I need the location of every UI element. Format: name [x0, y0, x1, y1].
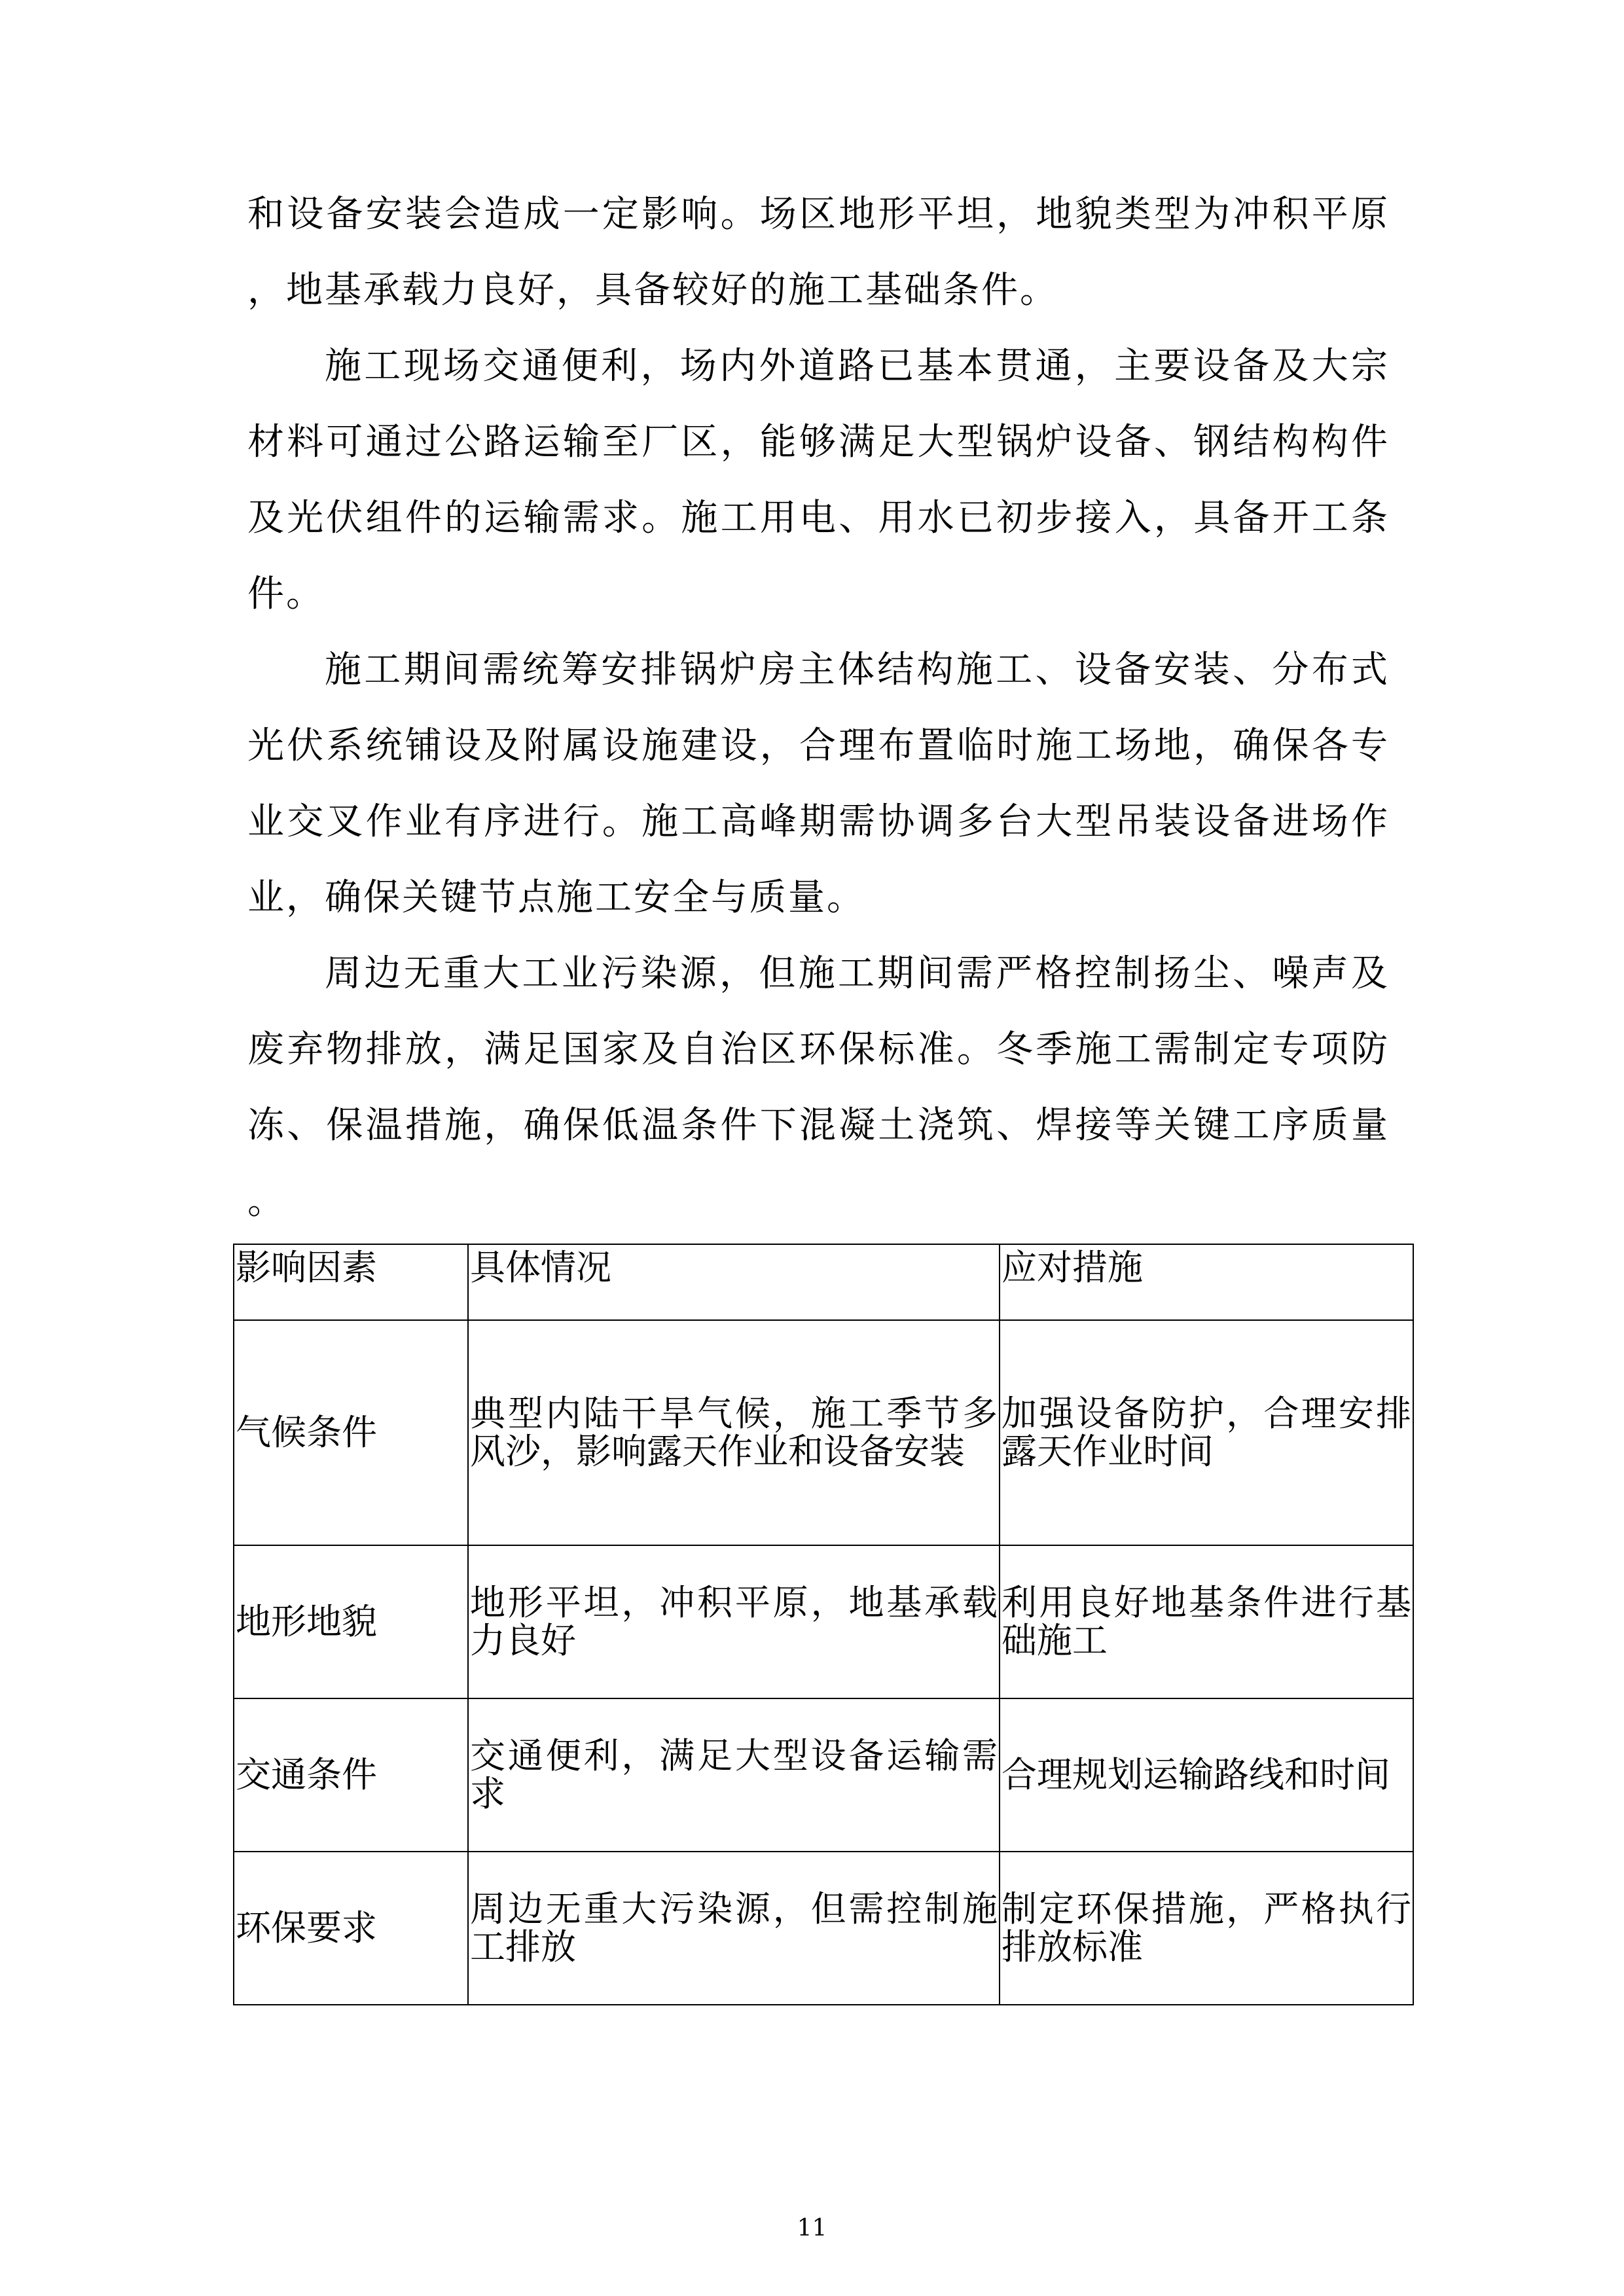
cell-situation: 地形平坦，冲积平原，地基承载力良好	[468, 1545, 1000, 1698]
header-situation: 具体情况	[468, 1244, 1000, 1320]
table-row	[234, 1852, 1413, 2005]
header-factor: 影响因素	[234, 1244, 468, 1320]
cell-factor: 环保要求	[234, 1852, 468, 2005]
cell-situation: 周边无重大污染源，但需控制施工排放	[468, 1852, 1000, 2005]
table-row	[234, 1320, 1413, 1545]
header-measures: 应对措施	[1000, 1244, 1413, 1320]
cell-measures: 利用良好地基条件进行基础施工	[1000, 1545, 1413, 1698]
impact-factors-table	[233, 1244, 1414, 2005]
body-text	[247, 177, 1390, 1240]
cell-factor: 地形地貌	[234, 1545, 468, 1698]
cell-measures: 制定环保措施，严格执行排放标准	[1000, 1852, 1413, 2005]
table-row	[234, 1698, 1413, 1852]
paragraph-4: 周边无重大工业污染源，但施工期间需严格控制扬尘、噪声及废弃物排放，满足国家及自治区环保标准。冬季施工需制定专项防冻、保温措施，确保低温条件下混凝土浇筑、焊接等关键工序质量。	[247, 952, 1390, 1223]
paragraph-1: 和设备安装会造成一定影响。场区地形平坦，地貌类型为冲积平原，地基承载力良好，具备较好的施工基础条件。	[247, 193, 1390, 312]
page-number: 11	[797, 2215, 827, 2242]
cell-factor: 气候条件	[234, 1320, 468, 1545]
cell-situation: 典型内陆干旱气候，施工季节多风沙，影响露天作业和设备安装	[468, 1320, 1000, 1545]
paragraph-2: 施工现场交通便利，场内外道路已基本贯通，主要设备及大宗材料可通过公路运输至厂区，能够满足大型锅炉设备、钢结构构件及光伏组件的运输需求。施工用电、用水已初步接入，具备开工条件。	[247, 345, 1390, 615]
cell-factor: 交通条件	[234, 1698, 468, 1852]
table-row	[234, 1545, 1413, 1698]
cell-situation: 交通便利，满足大型设备运输需求	[468, 1698, 1000, 1852]
paragraph-3: 施工期间需统筹安排锅炉房主体结构施工、设备安装、分布式光伏系统铺设及附属设施建设，合理布置临时施工场地，确保各专业交叉作业有序进行。施工高峰期需协调多台大型吊装设备进场作业，确保关键节点施工安全与质量。	[247, 649, 1390, 919]
cell-measures: 加强设备防护，合理安排露天作业时间	[1000, 1320, 1413, 1545]
table-header-row	[234, 1244, 1413, 1320]
cell-measures: 合理规划运输路线和时间	[1000, 1698, 1413, 1852]
